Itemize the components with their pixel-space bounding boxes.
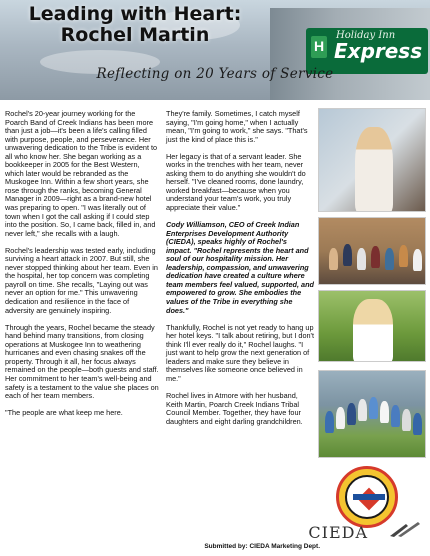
title-line2: Rochel Martin bbox=[60, 24, 210, 46]
photo-family bbox=[318, 370, 426, 458]
paragraph: Rochel's leadership was tested early, including surviving a heart attack in 2007. But still, she never stopped thinking about her team. Even in the hospital, her top concern was completing payroll on time. She recalls, "Laying out was never an option for me." This unwavering dedication and resilience in the face of adversity are genuinely inspiring. bbox=[5, 245, 158, 315]
paragraph: Her legacy is that of a servant leader. She works in the trenches with her team, never asking them to do anything she wouldn't do herself. "I've cleaned rooms, done laundry, worked breakfast—because when you understand your team's work, you truly appreciate their value." bbox=[166, 151, 306, 213]
poarch-creek-seal bbox=[336, 466, 398, 528]
header-banner bbox=[0, 0, 430, 100]
person-figure bbox=[325, 411, 334, 433]
person-figure bbox=[369, 397, 378, 419]
paragraph: Thankfully, Rochel is not yet ready to hang up her hotel keys. "I talk about retiring, but I don't think I'll ever really do it," Rochel laughs. "I just want to help grow the next generation of leaders and make sure they believe in themselves like someone once believed in me." bbox=[166, 322, 314, 383]
article-column-1 bbox=[5, 110, 159, 426]
paragraph: Rochel lives in Atmore with her husband, Keith Martin, Poarch Creek Indians Tribal Council Member. Together, they have four daughters and eight darling grandchildren. bbox=[166, 391, 303, 426]
person-figure bbox=[380, 401, 389, 423]
person-figure bbox=[336, 407, 345, 429]
sign-line2: Express bbox=[334, 39, 423, 63]
person-figure bbox=[399, 245, 408, 267]
person-figure bbox=[358, 399, 367, 421]
person-figure bbox=[329, 248, 338, 270]
seal-ring bbox=[345, 475, 389, 519]
sign-line1: Holiday Inn bbox=[336, 30, 396, 41]
person-figure bbox=[343, 244, 352, 266]
person-figure bbox=[391, 405, 400, 427]
submitted-by: Submitted by: CIEDA Marketing Dept. bbox=[204, 543, 320, 550]
paragraph: "The people are what keep me here. bbox=[5, 408, 123, 418]
paragraph: Rochel's 20-year journey working for the Poarch Band of Creek Indians has been more than just a job—it's been a life's calling filled with purpose, people, and perseverance. Her unwavering dedication to the Tribe is evident to all who know her. She began working as a bookkeeper in 2005 for the Best Western, which later would be rebranded as the Muskogee Inn. Within a few short years, she rose through the ranks, becoming General Manager in 2009—right as a brand-new hotel was preparing to open. "I was literally out of town when I got the call asking if I could step into the position. So, I came back, filled in, and never left," she recalls with a laugh. bbox=[5, 109, 158, 238]
person-figure bbox=[357, 248, 366, 270]
page-subtitle: Reflecting on 20 Years of Service bbox=[96, 66, 334, 82]
person-figure bbox=[347, 403, 356, 425]
title-line1: Leading with Heart: bbox=[28, 3, 242, 25]
ceo-quote: Cody Williamson, CEO of Creek Indian Enterprises Development Authority (CIEDA), speaks highly of Rochel's impact. "Rochel represents the heart and soul of our hospitality mission. Her leadership, compassion, and unwavering dedication have created a culture where team members feel valued, supported, and empowered to grow. She embodies the values of the Tribe in everything she does." bbox=[166, 220, 315, 315]
hotel-logo-icon bbox=[311, 36, 327, 58]
person-figure bbox=[353, 299, 393, 362]
photo-rochel-lobby bbox=[318, 108, 426, 212]
person-figure bbox=[413, 413, 422, 435]
photo-team-group bbox=[318, 217, 426, 285]
paragraph: They're family. Sometimes, I catch myself saying, "I'm going home," when I actually mean, "I'm going to work," she says. "That's just the kind of place this is." bbox=[166, 109, 308, 144]
person-figure bbox=[413, 249, 422, 271]
person-figure bbox=[385, 248, 394, 270]
person-figure bbox=[402, 409, 411, 431]
seal-band bbox=[353, 494, 385, 500]
person-figure bbox=[371, 246, 380, 268]
photo-rochel-portrait bbox=[318, 290, 426, 362]
page-title bbox=[0, 4, 270, 46]
paragraph: Through the years, Rochel became the steady hand behind many transitions, from closing operations at Muskogee Inn to weathering hurricanes and even chasing snakes off the property. Through it all, her focus always remained on the people—both guests and staff. Her commitment to her team's well-being and safety is a testament to the value she places on each of her team members. bbox=[5, 322, 159, 401]
person-figure bbox=[355, 127, 393, 212]
cieda-logo-text: CIEDA bbox=[308, 523, 368, 542]
article-column-2 bbox=[166, 110, 314, 435]
